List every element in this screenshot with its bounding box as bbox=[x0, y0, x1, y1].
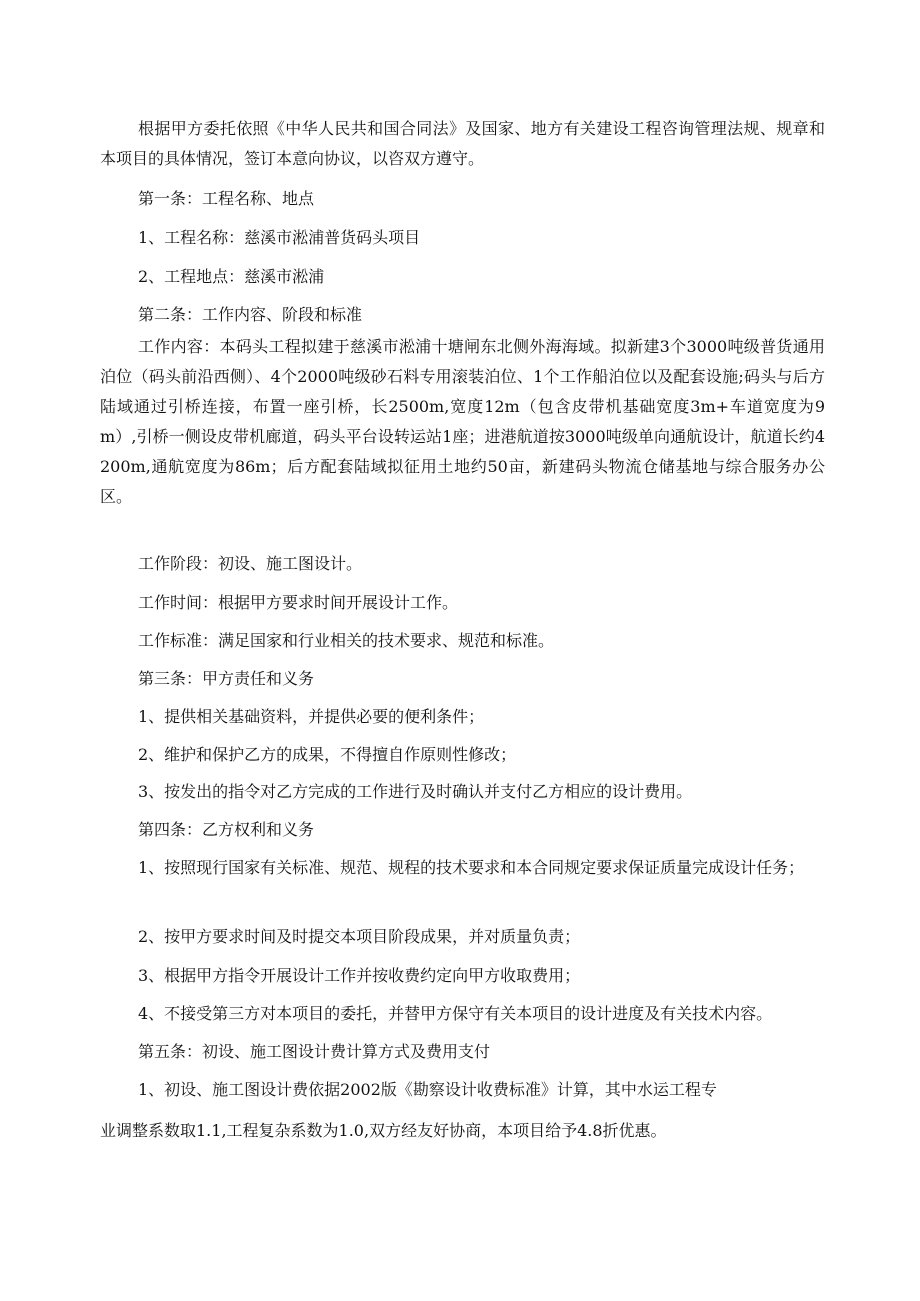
article3-heading: 第三条：甲方责任和义务 bbox=[138, 669, 315, 688]
article5-item1-line1: 1、初设、施工图设计费依据2002版《勘察设计收费标准》计算，其中水运工程专 bbox=[138, 1080, 717, 1099]
article2-time: 工作时间：根据甲方要求时间开展设计工作。 bbox=[138, 593, 459, 612]
article4-item3: 3、根据甲方指令开展设计工作并按收费约定向甲方收取费用； bbox=[138, 966, 581, 985]
article1-item2: 2、工程地点：慈溪市淞浦 bbox=[138, 267, 325, 286]
preamble-paragraph: 根据甲方委托依照《中华人民共和国合同法》及国家、地方有关建设工程咨询管理法规、规章和本项目的具体情况，签订本意向协议，以咨双方遵守。 bbox=[100, 119, 825, 168]
article4-item2: 2、按甲方要求时间及时提交本项目阶段成果，并对质量负责； bbox=[138, 927, 581, 946]
article5-heading: 第五条：初设、施工图设计费计算方式及费用支付 bbox=[138, 1042, 491, 1061]
article1-heading: 第一条：工程名称、地点 bbox=[138, 189, 315, 208]
article1-item1: 1、工程名称：慈溪市淞浦普货码头项目 bbox=[138, 228, 421, 247]
article5-item1-line2: 业调整系数取1.1,工程复杂系数为1.0,双方经友好协商，本项目给予4.8折优惠。 bbox=[100, 1121, 667, 1140]
article2-standard: 工作标准：满足国家和行业相关的技术要求、规范和标准。 bbox=[138, 631, 555, 650]
article2-content-paragraph: 工作内容：本码头工程拟建于慈溪市淞浦十塘闸东北侧外海海域。拟新建3个3000吨级普货通用泊位（码头前沿西侧）、4个2000吨级砂石料专用滚装泊位、1个工作船泊位以及配套设施;码头与后方陆域通过引桥连接，布置一座引桥，长2500m,宽度12m（包含皮带机基础宽度3m+车道宽度为9m）,引桥一侧设皮带机廊道，码头平台设转运站1座；进港航道按3000吨级单向通航设计，航道长约4200m,通航宽度为86m；后方配套陆域拟征用土地约50亩，新建码头物流仓储基地与综合服务办公区。 bbox=[100, 337, 825, 506]
article4-item4: 4、不接受第三方对本项目的委托，并替甲方保守有关本项目的设计进度及有关技术内容。 bbox=[138, 1004, 773, 1023]
article4-heading: 第四条：乙方权利和义务 bbox=[138, 820, 315, 839]
article3-item2: 2、维护和保护乙方的成果，不得擅自作原则性修改； bbox=[138, 745, 517, 764]
article3-item3: 3、按发出的指令对乙方完成的工作进行及时确认并支付乙方相应的设计费用。 bbox=[138, 782, 693, 801]
article3-item1: 1、提供相关基础资料，并提供必要的便利条件； bbox=[138, 707, 485, 726]
article2-heading: 第二条：工作内容、阶段和标准 bbox=[138, 305, 363, 324]
article4-item1: 1、按照现行国家有关标准、规范、规程的技术要求和本合同规定要求保证质量完成设计任务； bbox=[138, 858, 805, 877]
article2-stage: 工作阶段：初设、施工图设计。 bbox=[138, 554, 363, 573]
